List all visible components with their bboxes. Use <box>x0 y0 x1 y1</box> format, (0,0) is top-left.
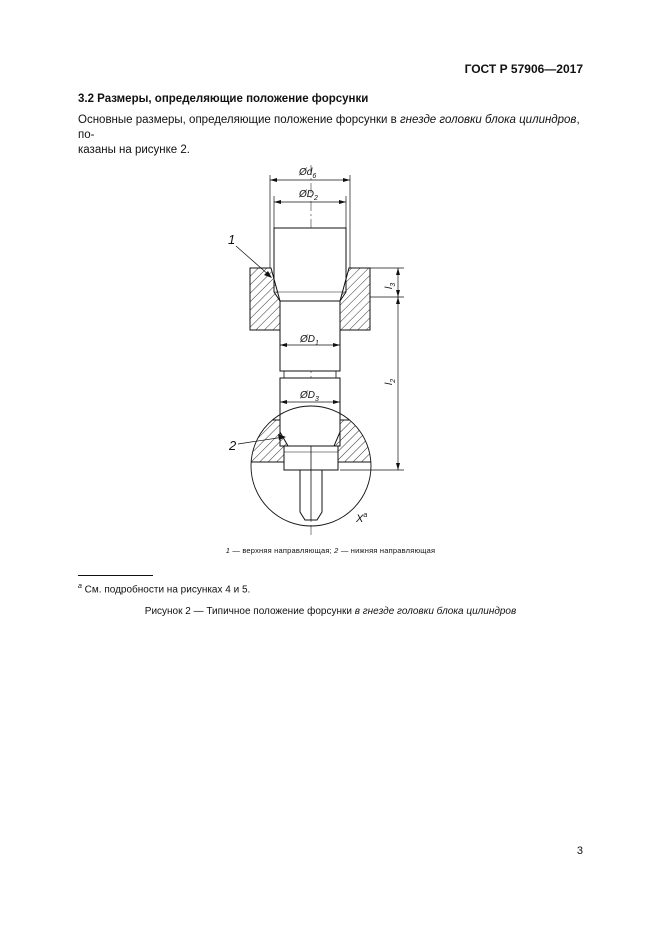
callout-1: 1 <box>228 232 236 247</box>
label-l2: $l_2$ <box>384 378 397 385</box>
label-d6: $Ød_6$ <box>299 167 317 180</box>
paragraph-italic: гнезде головки блока цилиндров <box>399 114 577 126</box>
injector-drawing <box>0 150 661 545</box>
footnote <box>78 583 250 595</box>
footnote-mark: a <box>78 583 82 590</box>
footnote-rule <box>78 575 153 576</box>
figure-legend <box>0 546 661 555</box>
lower-guide-right <box>334 420 382 462</box>
label-D3: $ØD_3$ <box>300 390 319 403</box>
callout-2: 2 <box>229 438 237 453</box>
legend-text-1: — верхняя направляющая; <box>230 546 335 555</box>
page-number: 3 <box>576 845 583 857</box>
caption-italic: в гнезде головки блока цилиндров <box>354 606 517 617</box>
paragraph-text-2: , по- <box>78 114 580 141</box>
legend-num-1: 1 <box>225 546 231 555</box>
legend-num-2: 2 <box>334 546 339 555</box>
document-code: ГОСТ Р 57906—2017 <box>464 62 583 76</box>
label-D1: $ØD_1$ <box>300 334 319 347</box>
paragraph-text-1: Основные размеры, определяющие положение форсунки в <box>78 114 400 126</box>
label-D2: $ØD_2$ <box>299 189 318 202</box>
paragraph-text-3: казаны на рисунке 2. <box>78 144 190 156</box>
injector-lower-body <box>280 378 340 446</box>
footnote-text: См. подробности на рисунках 4 и 5. <box>81 584 251 596</box>
detail-label: $X^a$ <box>356 512 368 525</box>
figure-caption <box>0 606 661 617</box>
legend-text-2: — нижняя направляющая <box>338 546 436 555</box>
label-l3: $l_3$ <box>384 282 397 289</box>
injector-upper-body <box>274 228 346 301</box>
section-heading: 3.2 Размеры, определяющие положение форсунки <box>78 93 369 105</box>
caption-prefix: Рисунок 2 — Типичное положение форсунки <box>144 606 355 617</box>
